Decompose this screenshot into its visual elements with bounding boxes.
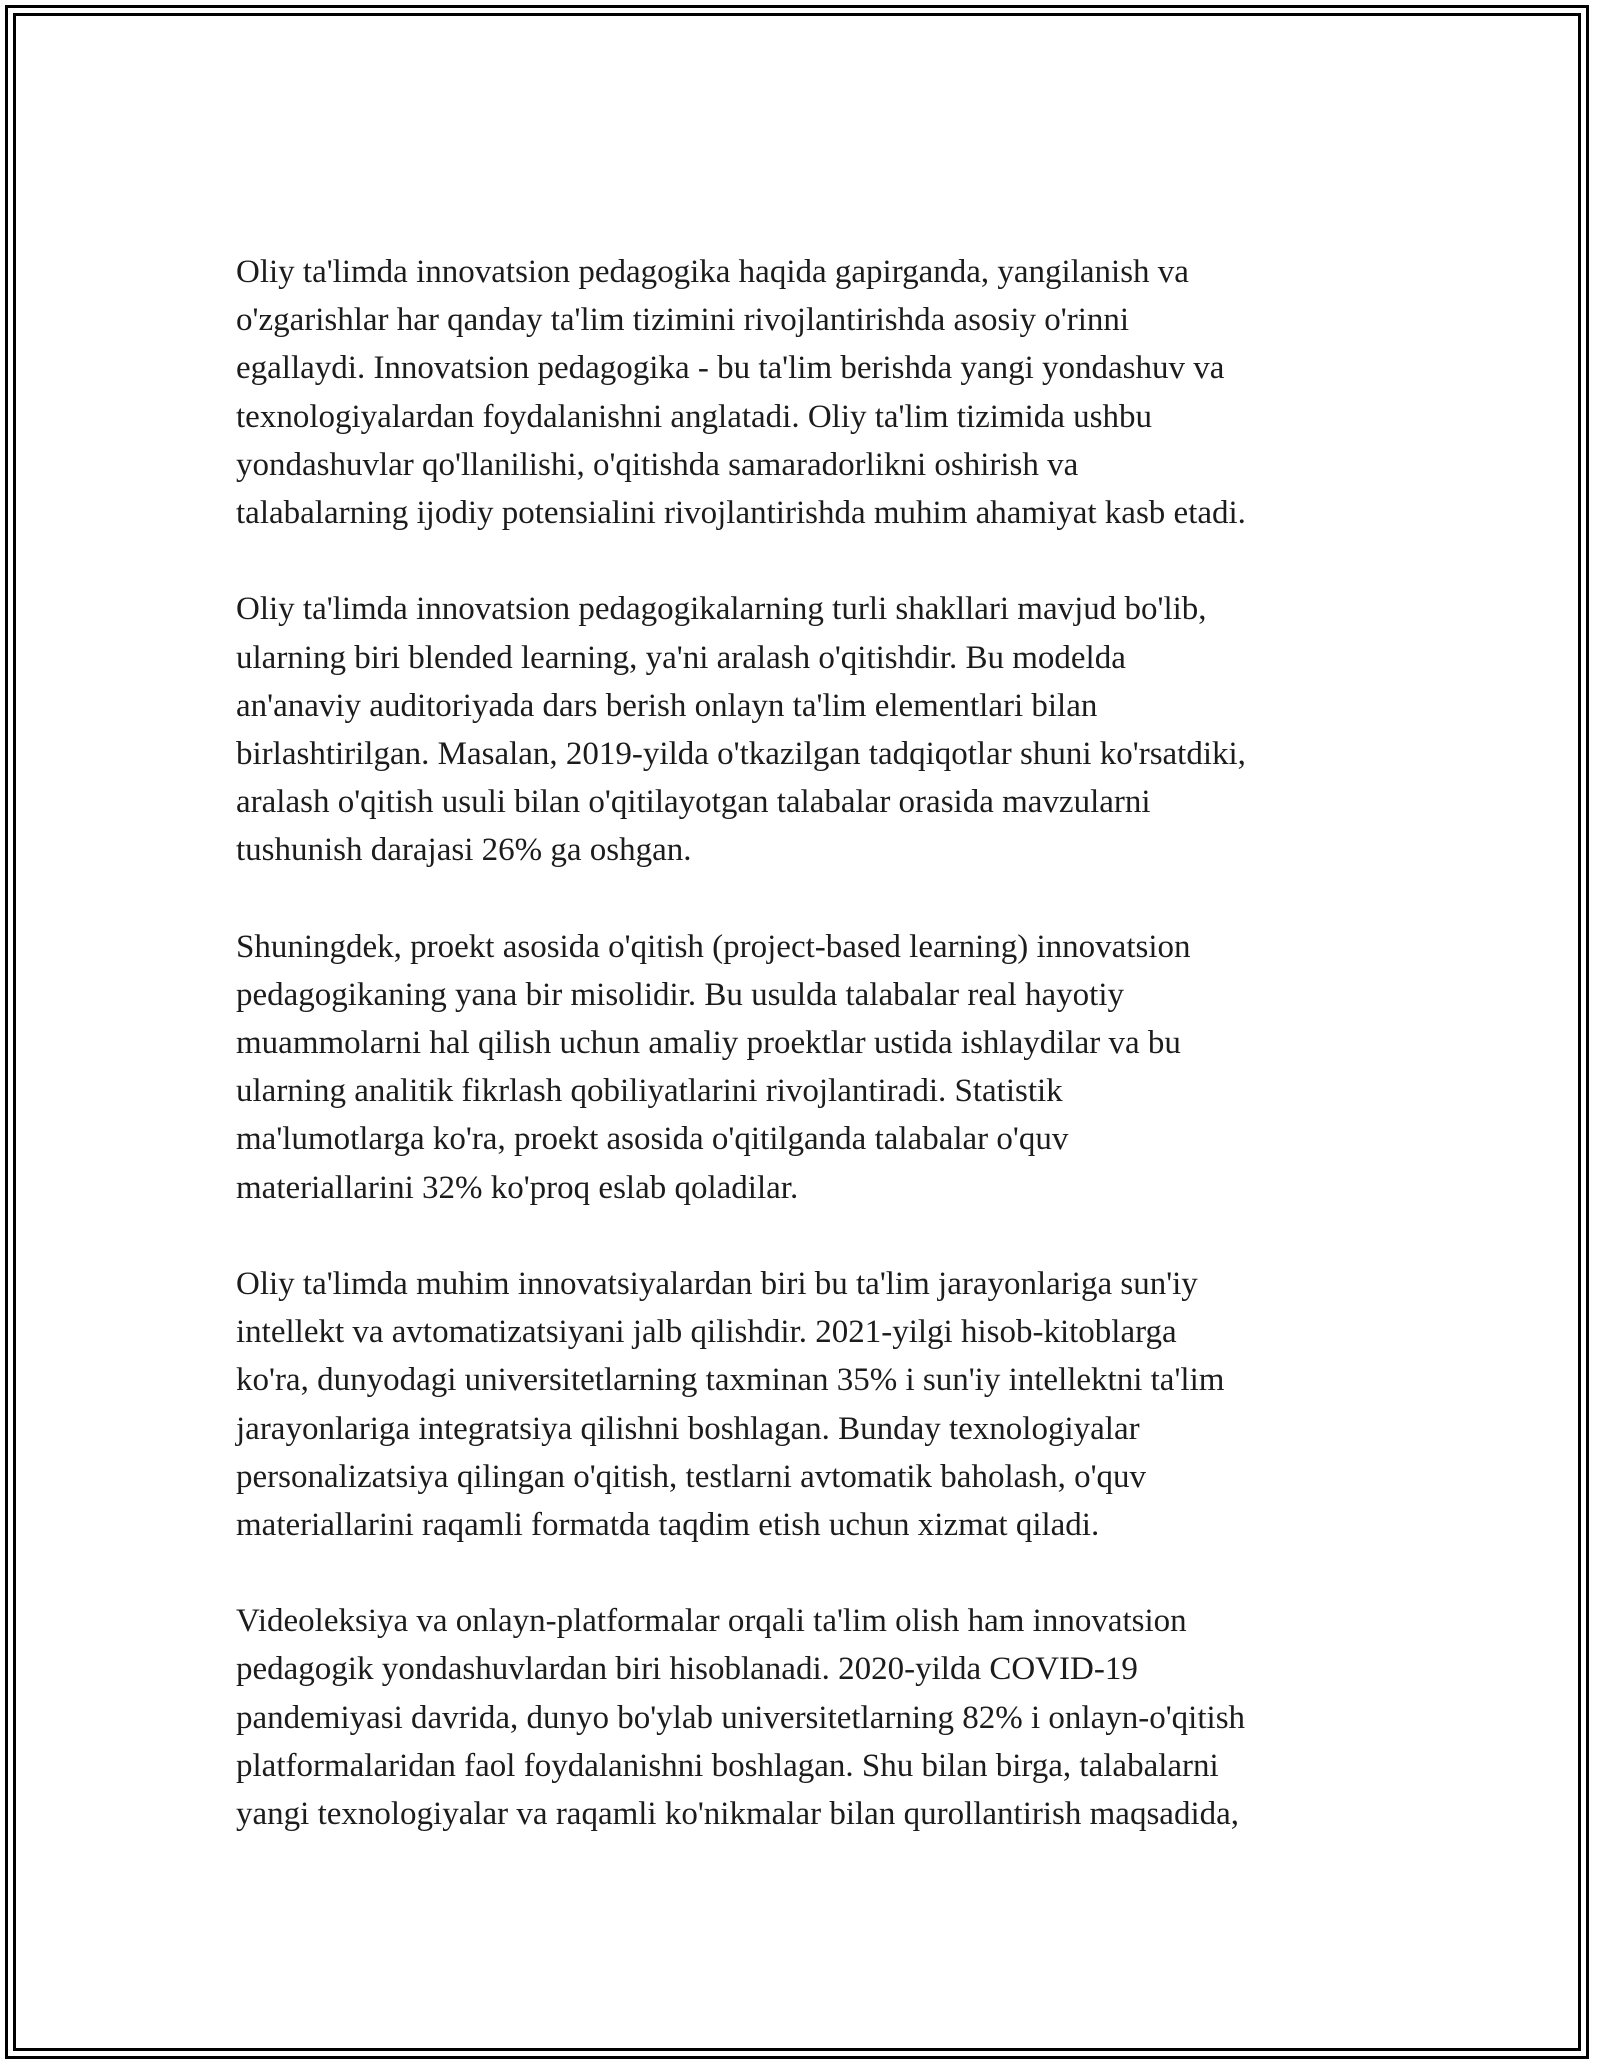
document-body bbox=[236, 248, 1366, 1886]
paragraph-line: egallaydi. Innovatsion pedagogika - bu ta'lim berishda yangi yondashuv va bbox=[236, 350, 1225, 387]
paragraph-line: ularning biri blended learning, ya'ni aralash o'qitishdir. Bu modelda bbox=[236, 639, 1126, 676]
paragraph-line: aralash o'qitish usuli bilan o'qitilayotgan talabalar orasida mavzularni bbox=[236, 784, 1151, 821]
paragraph-line: Videoleksiya va onlayn-platformalar orqali ta'lim olish ham innovatsion bbox=[236, 1603, 1187, 1640]
paragraph-line: intellekt va avtomatizatsiyani jalb qilishdir. 2021-yilgi hisob-kitoblarga bbox=[236, 1314, 1177, 1351]
paragraph-4 bbox=[236, 1260, 1366, 1549]
paragraph-line: Oliy ta'limda innovatsion pedagogika haqida gapirganda, yangilanish va bbox=[236, 254, 1189, 290]
paragraph-line: ma'lumotlarga ko'ra, proekt asosida o'qitilganda talabalar o'quv bbox=[236, 1121, 1069, 1158]
paragraph-line: pandemiyasi davrida, dunyo bo'ylab universitetlarning 82% i onlayn-o'qitish bbox=[236, 1699, 1246, 1736]
paragraph-5 bbox=[236, 1597, 1366, 1838]
paragraph-2 bbox=[236, 585, 1366, 874]
paragraph-line: pedagogik yondashuvlardan biri hisoblanadi. 2020-yilda COVID-19 bbox=[236, 1651, 1138, 1688]
paragraph-1 bbox=[236, 248, 1366, 537]
paragraph-line: personalizatsiya qilingan o'qitish, testlarni avtomatik baholash, o'quv bbox=[236, 1458, 1147, 1495]
paragraph-line: platformalaridan faol foydalanishni boshlagan. Shu bilan birga, talabalarni bbox=[236, 1747, 1219, 1784]
paragraph-line: materiallarini 32% ko'proq eslab qoladilar. bbox=[236, 1169, 799, 1206]
paragraph-line: jarayonlariga integratsiya qilishni boshlagan. Bunday texnologiyalar bbox=[236, 1410, 1140, 1447]
paragraph-3 bbox=[236, 923, 1366, 1212]
paragraph-line: yondashuvlar qo'llanilishi, o'qitishda samaradorlikni oshirish va bbox=[236, 446, 1079, 483]
paragraph-line: muammolarni hal qilish uchun amaliy proektlar ustida ishlaydilar va bu bbox=[236, 1025, 1181, 1061]
paragraph-line: an'anaviy auditoriyada dars berish onlayn ta'lim elementlari bilan bbox=[236, 687, 1098, 724]
paragraph-line: tushunish darajasi 26% ga oshgan. bbox=[236, 832, 692, 869]
paragraph-line: materiallarini raqamli formatda taqdim etish uchun xizmat qiladi. bbox=[236, 1506, 1100, 1543]
paragraph-line: Oliy ta'limda innovatsion pedagogikalarning turli shakllari mavjud bo'lib, bbox=[236, 591, 1207, 628]
paragraph-line: texnologiyalardan foydalanishni anglatadi. Oliy ta'lim tizimida ushbu bbox=[236, 398, 1152, 435]
paragraph-line: yangi texnologiyalar va raqamli ko'nikmalar bilan qurollantirish maqsadida, bbox=[236, 1796, 1240, 1832]
paragraph-line: talabalarning ijodiy potensialini rivojlantirishda muhim ahamiyat kasb etadi. bbox=[236, 494, 1246, 531]
paragraph-line: birlashtirilgan. Masalan, 2019-yilda o'tkazilgan tadqiqotlar shuni ko'rsatdiki, bbox=[236, 735, 1246, 772]
paragraph-line: o'zgarishlar har qanday ta'lim tizimini rivojlantirishda asosiy o'rinni bbox=[236, 302, 1130, 339]
paragraph-line: ularning analitik fikrlash qobiliyatlarini rivojlantiradi. Statistik bbox=[236, 1073, 1063, 1110]
paragraph-line: ko'ra, dunyodagi universitetlarning taxminan 35% i sun'iy intellektni ta'lim bbox=[236, 1362, 1225, 1399]
paragraph-line: pedagogikaning yana bir misolidir. Bu usulda talabalar real hayotiy bbox=[236, 976, 1125, 1013]
paragraph-line: Oliy ta'limda muhim innovatsiyalardan biri bu ta'lim jarayonlariga sun'iy bbox=[236, 1265, 1198, 1302]
paragraph-line: Shuningdek, proekt asosida o'qitish (project-based learning) innovatsion bbox=[236, 928, 1191, 965]
